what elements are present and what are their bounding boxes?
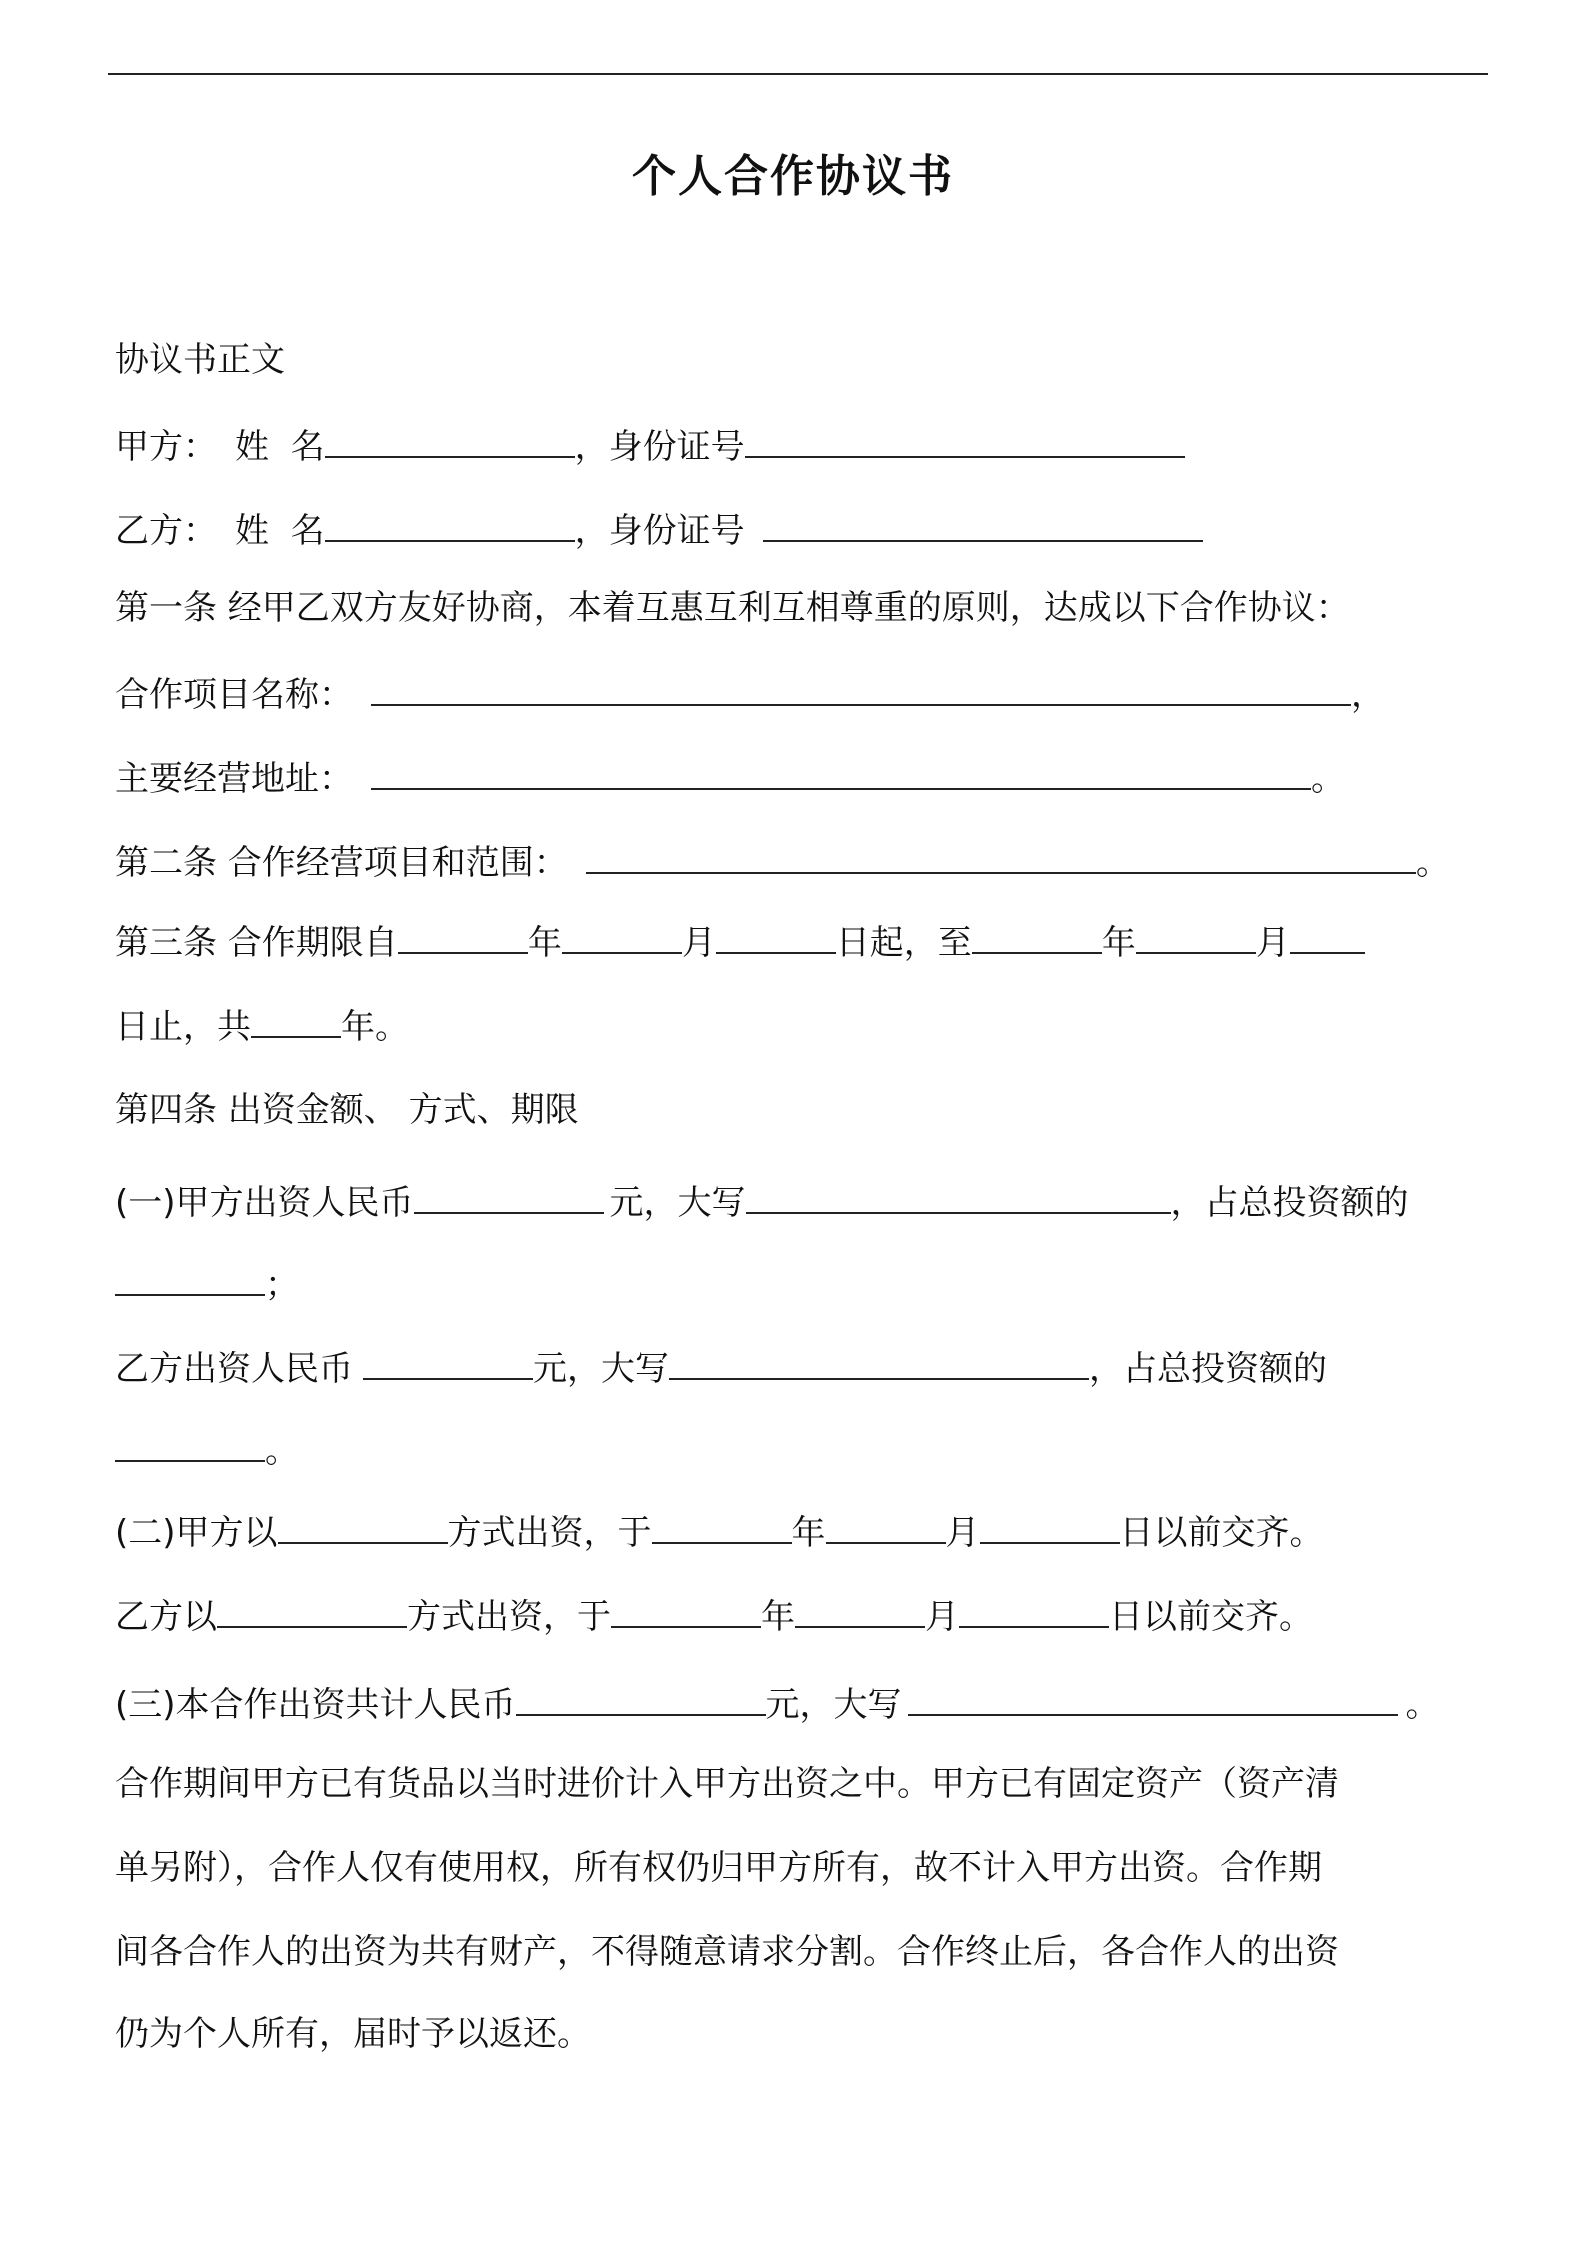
- inv2-a-method-blank[interactable]: [278, 1510, 448, 1544]
- project-name-label: 合作项目名称：: [115, 675, 353, 715]
- inv2-a-year: 年: [791, 1513, 826, 1553]
- party-a-name-blank[interactable]: [325, 424, 575, 458]
- inv1-line-b-cont: [115, 1428, 299, 1473]
- inv2-a-deadline: 日以前交齐。: [1119, 1513, 1324, 1553]
- start-year-blank[interactable]: [398, 920, 528, 954]
- article-3-day-to: 日止，共: [115, 1007, 251, 1047]
- inv1-a-caps-blank[interactable]: [746, 1180, 1171, 1214]
- inv2-a-month: 月: [945, 1513, 980, 1553]
- inv2-b-method-blank[interactable]: [217, 1594, 407, 1628]
- closing-paragraph-line-4: 仍为个人所有，届时予以返还。: [115, 2014, 591, 2054]
- article-4-heading: 第四条 出资金额、 方式、期限: [115, 1090, 579, 1130]
- address-label: 主要经营地址：: [115, 759, 353, 799]
- inv3-yuan-caps: 元，大写: [765, 1685, 902, 1725]
- article-3-month-1: 月: [681, 923, 716, 963]
- inv2-b-year: 年: [761, 1597, 795, 1637]
- inv1-a-prefix: (一)甲方出资人民币: [115, 1183, 414, 1223]
- article-3-day-from: 日起，至: [835, 923, 972, 963]
- end-year-blank[interactable]: [972, 920, 1102, 954]
- address-blank[interactable]: [371, 756, 1311, 790]
- article-2-label: 第二条 合作经营项目和范围：: [115, 843, 568, 883]
- inv3-line: [115, 1682, 1440, 1727]
- inv3-caps-blank[interactable]: [908, 1682, 1398, 1716]
- address-line: [115, 756, 1345, 801]
- inv3-amount-blank[interactable]: [516, 1682, 766, 1716]
- inv1-b-yuan-caps: 元，大写: [533, 1349, 669, 1389]
- article-3-years-end: 年。: [341, 1007, 409, 1047]
- article-3-month-2: 月: [1255, 923, 1290, 963]
- inv1-b-caps-blank[interactable]: [669, 1346, 1089, 1380]
- party-b-line: [115, 508, 1203, 553]
- inv1-b-period: 。: [265, 1431, 299, 1471]
- inv1-line-a-cont: [115, 1262, 299, 1307]
- inv1-b-prefix: 乙方出资人民币: [115, 1349, 353, 1389]
- closing-paragraph-line-2: 单另附），合作人仅有使用权，所有权仍归甲方所有，故不计入甲方出资。合作期: [115, 1848, 1322, 1888]
- article-3-line-2: [115, 1004, 409, 1049]
- article-3-year-2: 年: [1101, 923, 1136, 963]
- article-3-line-1: [115, 920, 1365, 965]
- end-month-blank[interactable]: [1136, 920, 1256, 954]
- inv2-a-prefix: (二)甲方以: [115, 1513, 278, 1553]
- inv2-line-b: [115, 1594, 1313, 1639]
- inv2-b-prefix: 乙方以: [115, 1597, 217, 1637]
- inv1-line-a: [115, 1180, 1409, 1225]
- total-years-blank[interactable]: [251, 1004, 341, 1038]
- party-a-id-blank[interactable]: [745, 424, 1185, 458]
- inv1-b-share: ，占总投资额的: [1089, 1349, 1327, 1389]
- party-a-label: 甲方：: [115, 427, 217, 467]
- party-b-id-label: ，身份证号: [574, 511, 745, 551]
- inv1-a-share-blank[interactable]: [115, 1262, 265, 1296]
- article-3-start: 第三条 合作期限自: [115, 923, 398, 963]
- inv2-b-month-blank[interactable]: [795, 1594, 925, 1628]
- inv2-b-year-blank[interactable]: [611, 1594, 761, 1628]
- inv2-b-method: 方式出资，于: [407, 1597, 611, 1637]
- inv1-a-amount-blank[interactable]: [414, 1180, 604, 1214]
- article-2-period: 。: [1415, 843, 1450, 883]
- start-day-blank[interactable]: [716, 920, 836, 954]
- article-2-line: [115, 840, 1450, 885]
- article-2-blank[interactable]: [586, 840, 1416, 874]
- document-title: 个人合作协议书: [632, 151, 954, 202]
- top-rule: [108, 73, 1488, 75]
- inv2-a-year-blank[interactable]: [652, 1510, 792, 1544]
- inv2-b-day-blank[interactable]: [959, 1594, 1109, 1628]
- inv1-b-share-blank[interactable]: [115, 1428, 265, 1462]
- project-name-comma: ，: [1351, 675, 1385, 715]
- article-3-year-1: 年: [527, 923, 562, 963]
- address-period: 。: [1311, 759, 1345, 799]
- inv2-line-a: [115, 1510, 1324, 1555]
- party-b-name-label: 姓 名: [235, 511, 325, 551]
- party-b-id-blank[interactable]: [763, 508, 1203, 542]
- inv2-a-day-blank[interactable]: [980, 1510, 1120, 1544]
- article-1: 第一条 经甲乙双方友好协商，本着互惠互利互相尊重的原则，达成以下合作协议：: [115, 588, 1350, 628]
- end-day-blank[interactable]: [1290, 920, 1365, 954]
- inv2-b-month: 月: [925, 1597, 959, 1637]
- inv2-a-month-blank[interactable]: [826, 1510, 946, 1544]
- closing-paragraph-line-3: 间各合作人的出资为共有财产，不得随意请求分割。合作终止后，各合作人的出资: [115, 1932, 1339, 1972]
- party-b-name-blank[interactable]: [325, 508, 575, 542]
- inv1-b-amount-blank[interactable]: [363, 1346, 533, 1380]
- inv3-prefix: (三)本合作出资共计人民币: [115, 1685, 516, 1725]
- start-month-blank[interactable]: [562, 920, 682, 954]
- party-a-line: [115, 424, 1185, 469]
- inv2-b-deadline: 日以前交齐。: [1109, 1597, 1313, 1637]
- section-heading: 协议书正文: [115, 340, 285, 380]
- inv3-period: 。: [1405, 1685, 1440, 1725]
- party-a-id-label: ，身份证号: [574, 427, 745, 467]
- inv2-a-method: 方式出资，于: [447, 1513, 652, 1553]
- closing-paragraph-line-1: 合作期间甲方已有货品以当时进价计入甲方出资之中。甲方已有固定资产（资产清: [115, 1764, 1339, 1804]
- inv1-a-semicolon: ；: [265, 1265, 299, 1305]
- party-b-label: 乙方：: [115, 511, 217, 551]
- project-name-blank[interactable]: [371, 672, 1351, 706]
- inv1-a-share: ，占总投资额的: [1170, 1183, 1409, 1223]
- inv1-line-b: [115, 1346, 1327, 1391]
- party-a-name-label: 姓 名: [235, 427, 325, 467]
- project-name-line: [115, 672, 1385, 717]
- inv1-a-yuan-caps: 元，大写: [609, 1183, 746, 1223]
